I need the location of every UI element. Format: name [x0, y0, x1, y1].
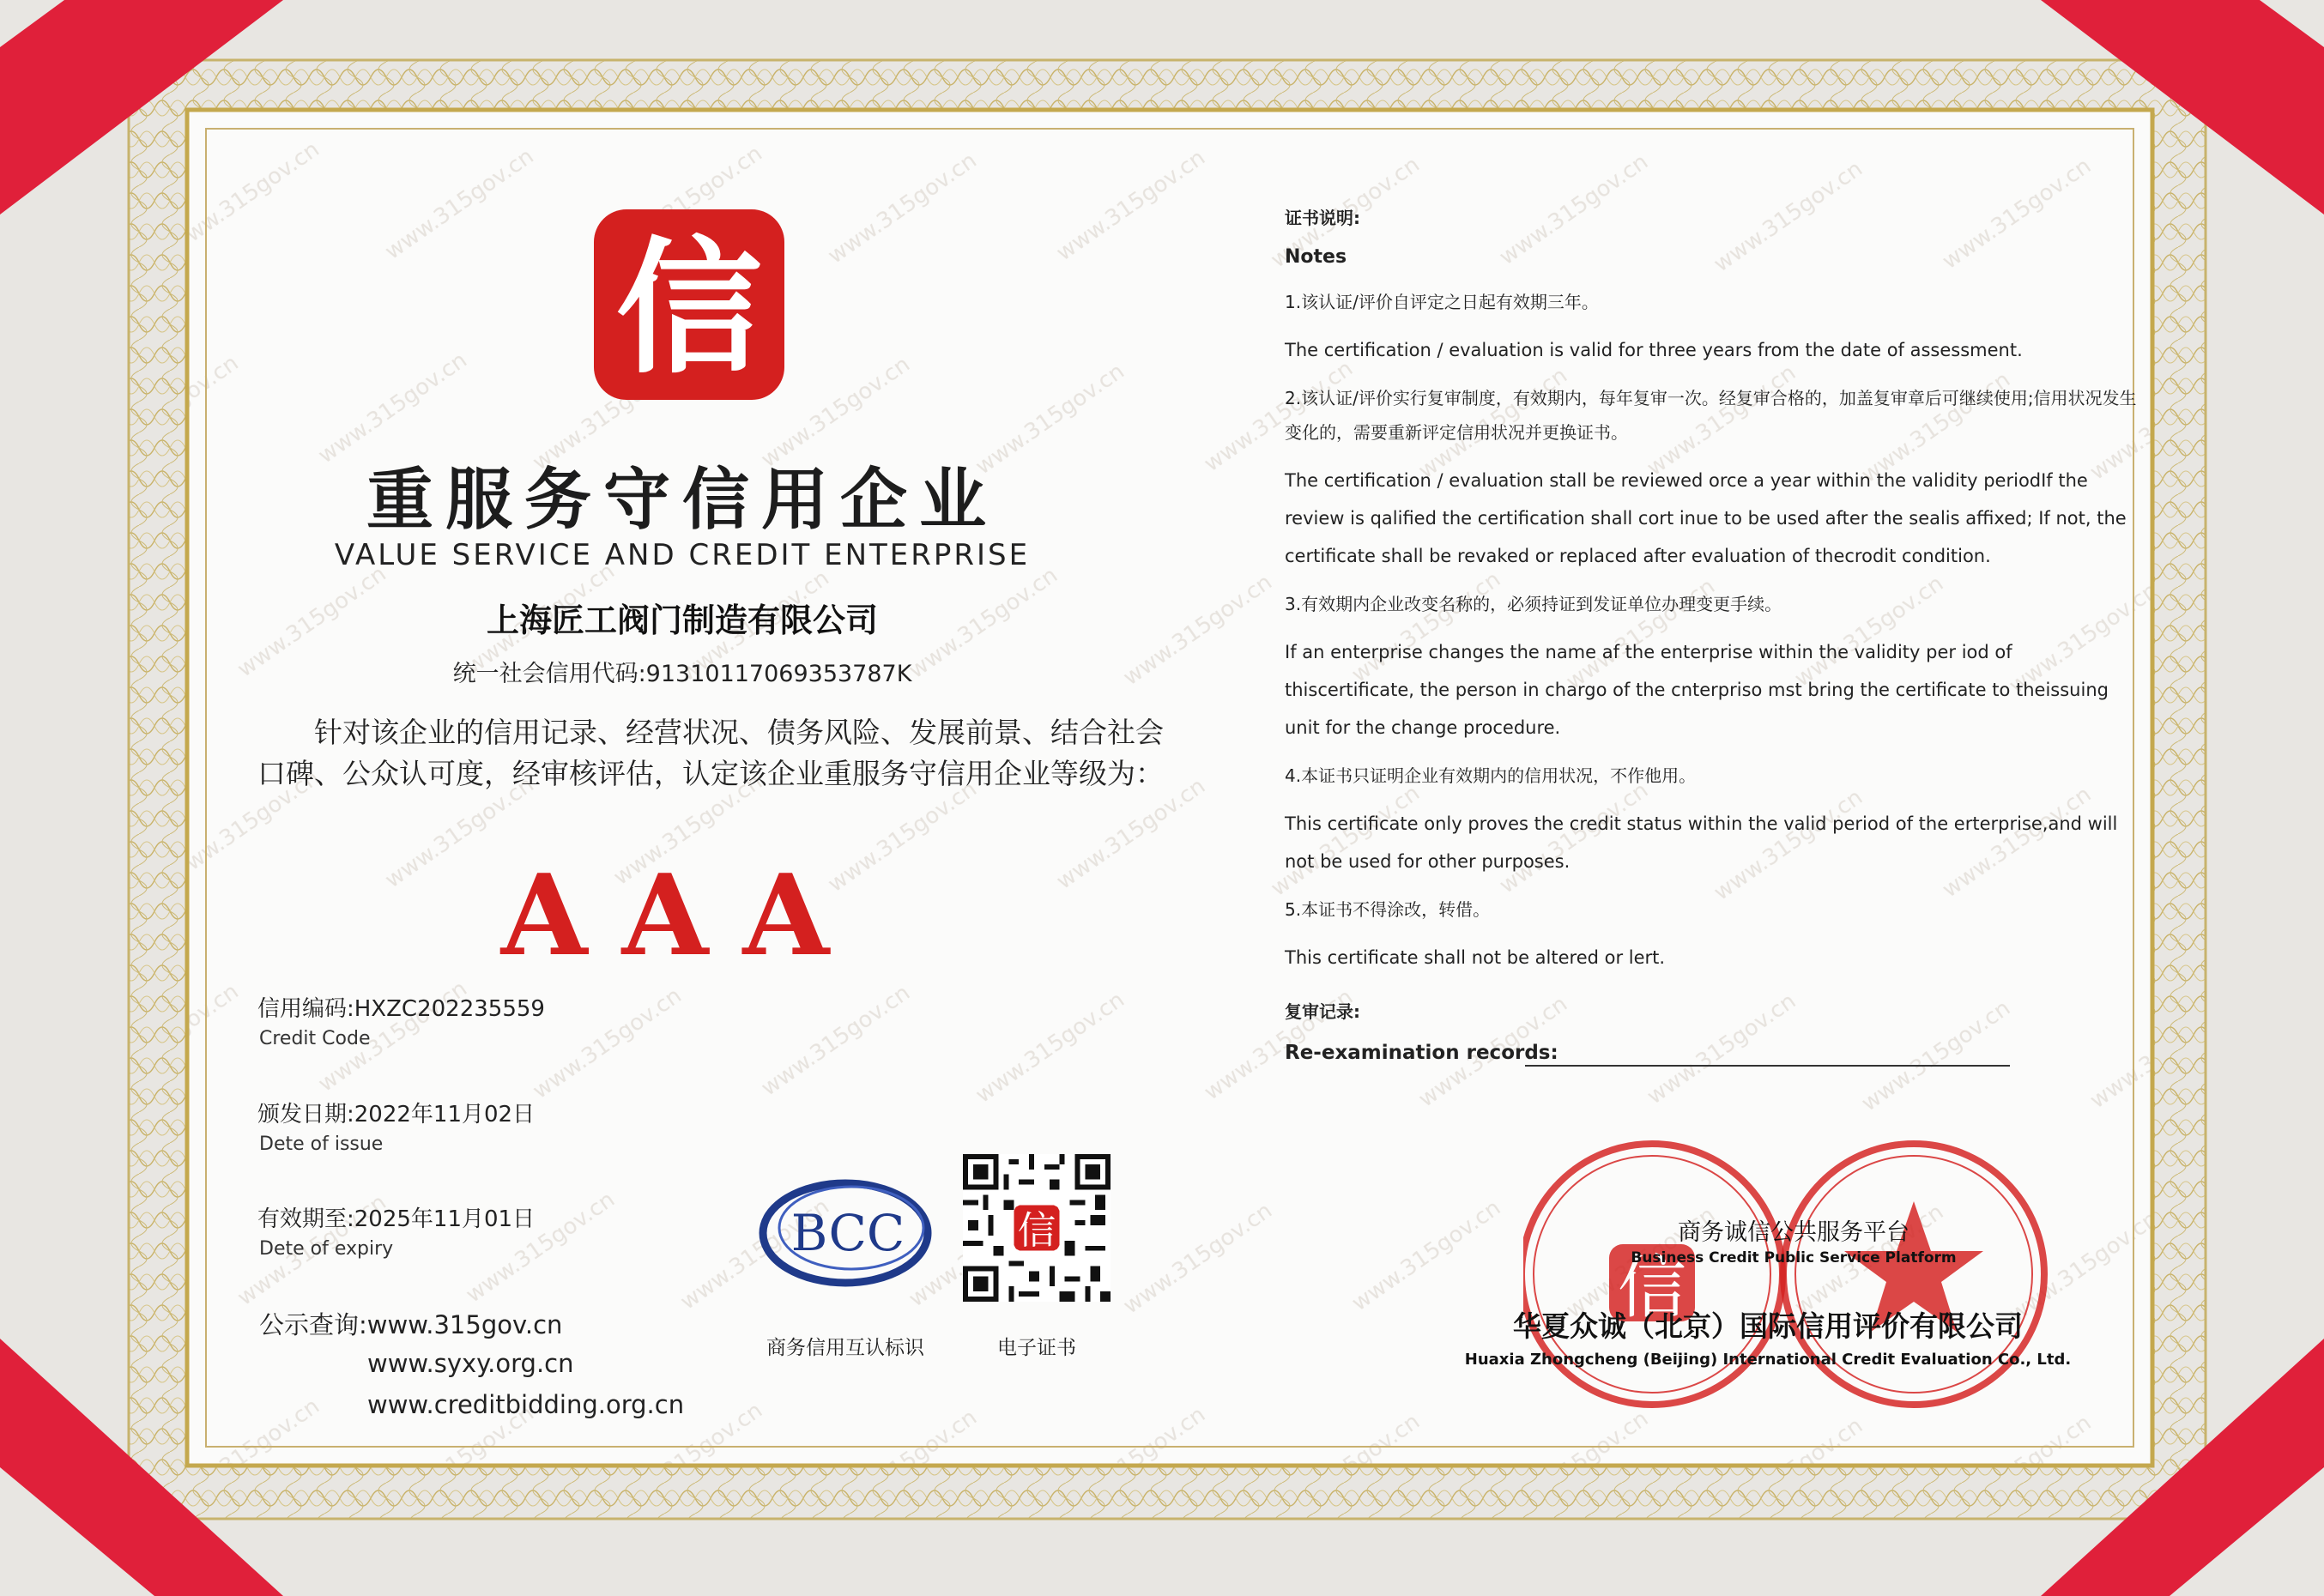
issuer-name-en: Huaxia Zhongcheng (Beijing) International Credit Evaluation Co., Ltd.: [1464, 1351, 2072, 1369]
notes-heading-en: Notes: [1285, 246, 1347, 268]
title-cn: 重服务守信用企业: [366, 461, 998, 539]
query-url-secondary[interactable]: www.syxy.org.cn: [367, 1349, 574, 1378]
expiry-date-cn: 有效期至:2025年11月01日: [257, 1206, 536, 1232]
company-name: 上海匠工阀门制造有限公司: [486, 602, 878, 639]
platform-name-en: Business Credit Public Service Platform: [1631, 1249, 1957, 1267]
svg-text:信: 信: [615, 222, 763, 394]
note-5-en: This certificate shall not be altered or lert.: [1285, 947, 1666, 968]
note-2-en: The certification / evaluation stall be reviewed orce a year within the validity periodIf the review is qalified the certification shall cort inue to be used after the sealis affixed; If not, the certificate shall be revaked or replaced after evaluation of thecrodit condition.: [1285, 470, 2127, 566]
note-3-en: If an enterprise changes the name af the enterprise within the validity per iod of thiscertificate, the person in chargo of the cnterpriso mst bring the certificate to theissuing unit for the change procedure.: [1285, 642, 2109, 738]
note-5-cn: 5.本证书不得涂改，转借。: [1285, 899, 1491, 920]
notes-heading-cn: 证书说明:: [1285, 208, 1360, 228]
bcc-logo-icon: [755, 1171, 935, 1291]
credit-grade: AAA: [500, 849, 864, 981]
bcc-caption: 商务信用互认标识: [766, 1337, 924, 1359]
official-seals: [1523, 1115, 2279, 1442]
reexam-signature-line: [1525, 1065, 2010, 1067]
issuer-name-cn: 华夏众诚（北京）国际信用评价有限公司: [1513, 1309, 2023, 1343]
qr-code-icon[interactable]: [963, 1154, 1111, 1302]
query-url-primary[interactable]: 公示查询:www.315gov.cn: [259, 1310, 563, 1339]
svg-text:信: 信: [1618, 1248, 1686, 1327]
platform-name-cn: 商务诚信公共服务平台: [1678, 1219, 1909, 1246]
title-en: VALUE SERVICE AND CREDIT ENTERPRISE: [334, 538, 1031, 572]
note-4-cn: 4.本证书只证明企业有效期内的信用状况，不作他用。: [1285, 765, 1697, 786]
svg-text:信: 信: [1017, 1208, 1056, 1253]
uscc-code: 统一社会信用代码:91310117069353787K: [452, 661, 912, 687]
intro-text: 针对该企业的信用记录、经营状况、债务风险、发展前景、结合社会口碑、公众认可度，经审核评估，认定该企业重服务守信用企业等级为：: [257, 716, 1164, 790]
note-2-cn: 2.该认证/评价实行复审制度，有效期内，每年复审一次。经复审合格的，加盖复审章后可继续使用;信用状况发生变化的，需要重新评定信用状况并更换证书。: [1285, 388, 2137, 443]
reexam-label-en: Re-examination records:: [1285, 1042, 1558, 1064]
issue-date-en: Dete of issue: [259, 1134, 384, 1155]
svg-text:BCC: BCC: [790, 1204, 905, 1262]
credit-code-cn: 信用编码:HXZC202235559: [257, 996, 545, 1022]
qr-caption: 电子证书: [997, 1337, 1076, 1359]
note-3-cn: 3.有效期内企业改变名称的，必须持证到发证单位办理变更手续。: [1285, 594, 1782, 614]
credit-code-en: Credit Code: [259, 1028, 371, 1049]
query-url-tertiary[interactable]: www.creditbidding.org.cn: [367, 1390, 685, 1419]
note-4-en: This certificate only proves the credit status within the valid period of the erterprise,and will not be used for other purposes.: [1285, 813, 2118, 872]
note-1-en: The certification / evaluation is valid for three years from the date of assessment.: [1285, 340, 2023, 360]
issue-date-cn: 颁发日期:2022年11月02日: [257, 1102, 536, 1127]
note-1-cn: 1.该认证/评价自评定之日起有效期三年。: [1285, 292, 1599, 312]
notes-section: [1285, 204, 2143, 988]
expiry-date-en: Dete of expiry: [259, 1238, 394, 1260]
reexam-label-cn: 复审记录:: [1285, 1001, 1360, 1022]
xin-seal-icon: [590, 206, 788, 403]
